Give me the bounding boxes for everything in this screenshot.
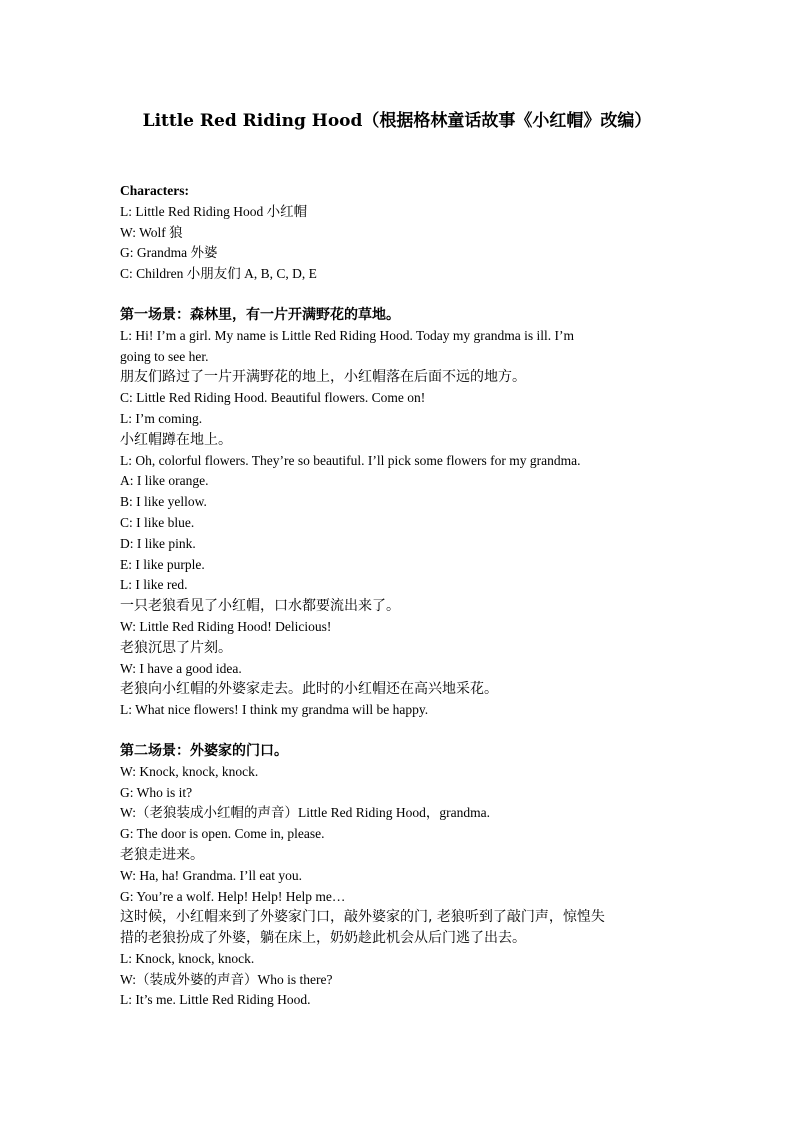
stage-direction: 老狼向小红帽的外婆家走去。此时的小红帽还在高兴地采花。 [120, 681, 498, 698]
characters-heading: Characters: [120, 183, 189, 198]
dialogue-line: W: Wolf 狼 [120, 224, 183, 240]
stage-direction: 老狼沉思了片刻。 [120, 639, 232, 656]
dialogue-line: W: I have a good idea. [120, 660, 242, 676]
document-title: Little Red Riding Hood（根据格林童话故事《小红帽》改编） [142, 111, 652, 131]
dialogue-line: G: The door is open. Come in, please. [120, 826, 325, 842]
stage-direction: 一只老狼看见了小红帽，口水都要流出来了。 [120, 598, 400, 615]
scene-heading: 第一场景：森林里，有一片开满野花的草地。 [120, 306, 400, 323]
dialogue-line: C: Little Red Riding Hood. Beautiful flowers. Come on! [120, 390, 426, 406]
dialogue-line: C: I like blue. [120, 514, 195, 530]
spacer [120, 721, 680, 741]
dialogue-line: L: Oh, colorful flowers. They’re so beautiful. I’ll pick some flowers for my grandma. [120, 452, 581, 468]
dialogue-line: A: I like orange. [120, 473, 209, 489]
stage-direction: 朋友们路过了一片开满野花的地上，小红帽落在后面不远的地方。 [120, 369, 526, 386]
dialogue-line: W: Ha, ha! Grandma. I’ll eat you. [120, 867, 303, 883]
dialogue-line: going to see her. [120, 348, 209, 364]
dialogue-line: G: Grandma 外婆 [120, 245, 218, 261]
stage-direction: 措的老狼扮成了外婆，躺在床上，奶奶趁此机会从后门逃了出去。 [120, 930, 526, 947]
dialogue-line: D: I like pink. [120, 535, 196, 551]
dialogue-line: L: Little Red Riding Hood 小红帽 [120, 203, 308, 219]
dialogue-line: L: What nice flowers! I think my grandma will be happy. [120, 702, 429, 718]
dialogue-line: W:（装成外婆的声音）Who is there? [120, 971, 333, 987]
stage-direction: 这时候，小红帽来到了外婆家门口，敲外婆家的门, 老狼听到了敲门声，惊惶失 [120, 909, 605, 926]
stage-direction: 小红帽蹲在地上。 [120, 431, 232, 448]
dialogue-line: G: Who is it? [120, 784, 193, 800]
spacer [120, 285, 680, 305]
dialogue-line: W: Knock, knock, knock. [120, 763, 259, 779]
script-body [120, 181, 680, 1011]
dialogue-line: W:（老狼装成小红帽的声音）Little Red Riding Hood，grandma. [120, 805, 490, 821]
dialogue-line: C: Children 小朋友们 A, B, C, D, E [120, 266, 317, 282]
dialogue-line: L: It’s me. Little Red Riding Hood. [120, 992, 311, 1008]
dialogue-line: L: I like red. [120, 577, 188, 593]
dialogue-line: L: Hi! I’m a girl. My name is Little Red Riding Hood. Today my grandma is ill. I’m [120, 327, 574, 343]
dialogue-line: G: You’re a wolf. Help! Help! Help me… [120, 888, 346, 904]
dialogue-line: E: I like purple. [120, 556, 205, 572]
scene-heading: 第二场景：外婆家的门口。 [120, 742, 288, 759]
dialogue-line: B: I like yellow. [120, 494, 207, 510]
dialogue-line: W: Little Red Riding Hood! Delicious! [120, 618, 332, 634]
stage-direction: 老狼走进来。 [120, 846, 204, 863]
dialogue-line: L: I’m coming. [120, 410, 203, 426]
dialogue-line: L: Knock, knock, knock. [120, 950, 255, 966]
